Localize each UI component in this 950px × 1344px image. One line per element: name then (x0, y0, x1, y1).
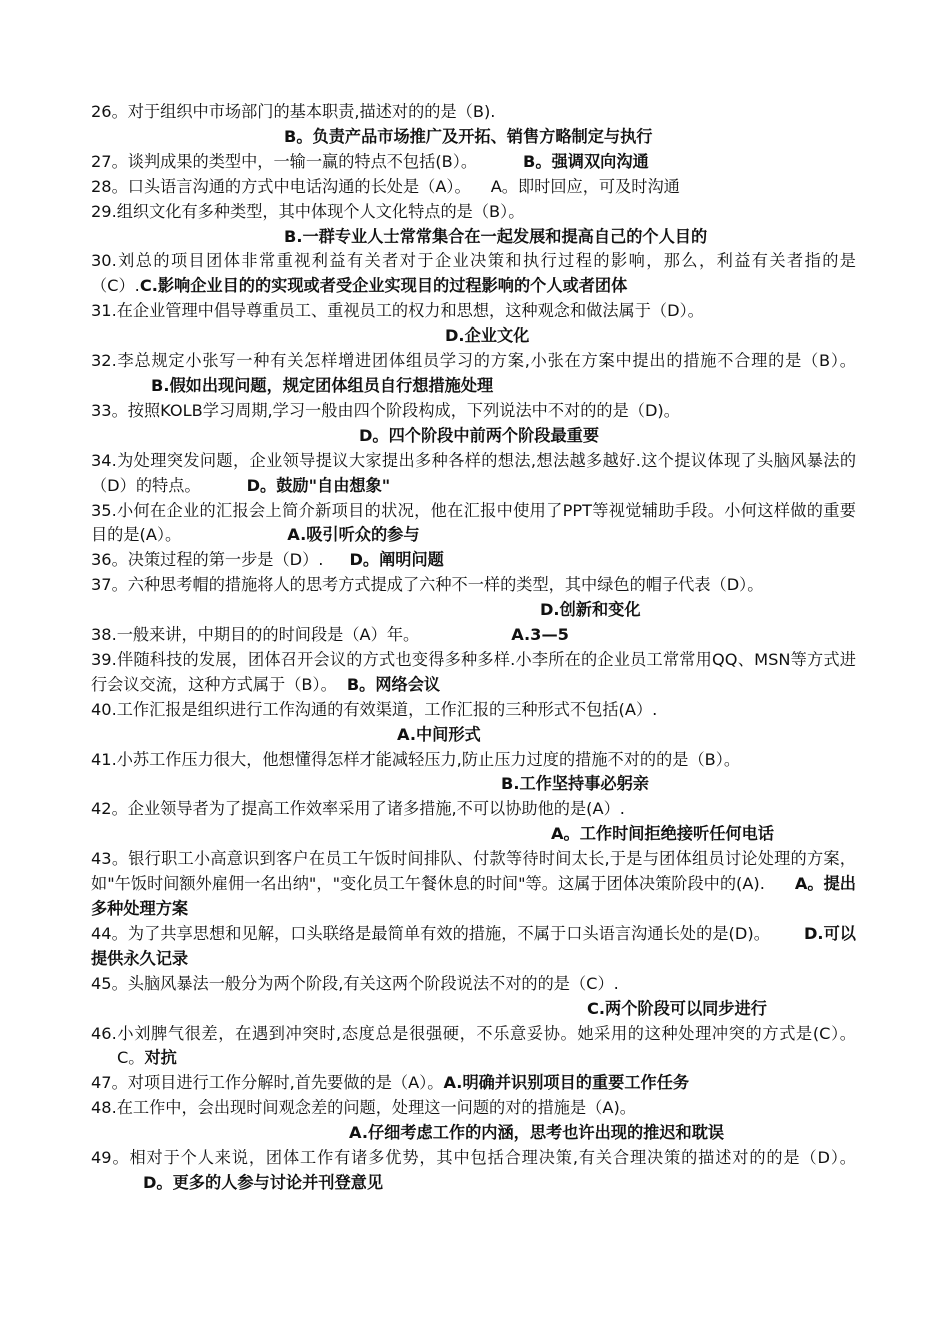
question-35 (91, 499, 856, 549)
answer-36: D。阐明问题 (349, 550, 444, 570)
question-29 (91, 200, 856, 225)
question-31 (91, 299, 856, 324)
question-text: 28。口头语言沟通的方式中电话沟通的长处是（A）。 (91, 176, 471, 196)
question-text: 47。对项目进行工作分解时,首先要做的是（A）。 (91, 1073, 444, 1093)
answer-44: D.可以提供永久记录 (91, 923, 856, 968)
question-text: 37。六种思考帽的措施将人的思考方式提成了六种不一样的类型，其中绿色的帽子代表（D）。 (91, 575, 764, 595)
answer-33: D。四个阶段中前两个阶段最重要 (359, 425, 600, 445)
question-text: 48.在工作中，会出现时间观念差的问题，处理这一问题的对的措施是（A)。 (91, 1098, 636, 1118)
question-text: 34.为处理突发问题，企业领导提议大家提出多种各样的想法,想法越多越好.这个提议体现了头脑风暴法的（D）的特点。 (91, 450, 856, 495)
question-text: 26。对于组织中市场部门的基本职责,描述对的的是（B). (91, 102, 496, 121)
question-text: 33。按照KOLB学习周期,学习一般由四个阶段构成，下列说法中不对的的是（D)。 (91, 400, 680, 420)
answer-30: C.影响企业目的的实现或者受企业实现目的过程影响的个人或者团体 (139, 276, 628, 296)
question-38 (91, 623, 856, 648)
question-text: 39.伴随科技的发展，团体召开会议的方式也变得多种多样.小李所在的企业员工常常用QQ、MSN等方式进行会议交流，这种方式属于（B）。 (91, 649, 856, 694)
question-list (91, 100, 856, 1196)
question-30 (91, 249, 856, 299)
question-43 (91, 847, 856, 922)
question-32 (91, 349, 856, 399)
question-text: 31.在企业管理中倡导尊重员工、重视员工的权力和思想，这种观念和做法属于（D）。 (91, 301, 704, 321)
question-text: 27。谈判成果的类型中，一输一赢的特点不包括(B）。 (91, 151, 478, 171)
question-37 (91, 573, 856, 598)
question-46 (91, 1022, 856, 1072)
answer-26: B。负责产品市场推广及开拓、销售方略制定与执行 (284, 126, 653, 146)
answer-43: A。提出多种处理方案 (91, 874, 856, 918)
question-47 (91, 1071, 856, 1096)
answer-42: A。工作时间拒绝接听任何电话 (551, 824, 774, 844)
question-41 (91, 748, 856, 773)
question-text: 42。企业领导者为了提高工作效率采用了诸多措施,不可以协助他的是(A）. (91, 799, 625, 819)
answer-49: D。更多的人参与讨论并刊登意见 (143, 1172, 384, 1192)
question-text: 38.一般来讲，中期目的的时间段是（A）年。 (91, 625, 420, 645)
question-48 (91, 1096, 856, 1121)
answer-45: C.两个阶段可以同步进行 (587, 998, 767, 1018)
question-text: 44。为了共享思想和见解，口头联络是最简单有效的措施，不属于口头语言沟通长处的是(D)。 (91, 923, 770, 943)
answer-32: B.假如出现问题，规定团体组员自行想措施处理 (151, 375, 494, 395)
question-text: 36。决策过程的第一步是（D）. (91, 550, 324, 570)
question-text: 30.刘总的项目团体非常重视利益有关者对于企业决策和执行过程的影响，那么，利益有关者指的是（C）. (91, 251, 856, 296)
question-text: 49。相对于个人来说，团体工作有诸多优势，其中包括合理决策,有关合理决策的描述对的的是（D）。 (91, 1148, 856, 1168)
answer-39: B。网络会议 (346, 674, 441, 694)
answer-37: D.创新和变化 (540, 600, 641, 620)
answer-27: B。强调双向沟通 (523, 151, 649, 171)
question-44 (91, 922, 856, 972)
question-49 (91, 1146, 856, 1196)
answer-40: A.中间形式 (397, 724, 481, 744)
question-39 (91, 648, 856, 698)
question-33 (91, 399, 856, 424)
question-36 (91, 548, 856, 573)
answer-34: D。鼓励"自由想象" (246, 475, 391, 495)
answer-46: 对抗 (144, 1048, 177, 1068)
answer-35: A.吸引听众的参与 (287, 525, 420, 545)
question-text: 46.小刘脾气很差，在遇到冲突时,态度总是很强硬，不乐意妥协。她采用的这种处理冲突的方式是(C）。 (91, 1023, 856, 1043)
question-26 (91, 100, 856, 125)
answer-38: A.3—5 (511, 625, 569, 645)
question-text: 45。头脑风暴法一般分为两个阶段,有关这两个阶段说法不对的的是（C）. (91, 973, 619, 993)
question-34 (91, 449, 856, 499)
answer-48: A.仔细考虑工作的内涵，思考也许出现的推迟和耽误 (349, 1123, 725, 1143)
answer-28: A。即时回应，可及时沟通 (490, 176, 680, 196)
answer-47: A.明确并识别项目的重要工作任务 (443, 1073, 690, 1093)
question-27 (91, 150, 856, 175)
question-42 (91, 797, 856, 822)
answer-31: D.企业文化 (445, 326, 530, 346)
question-text: 41.小苏工作压力很大，他想懂得怎样才能减轻压力,防止压力过度的措施不对的的是（B）。 (91, 749, 741, 769)
question-text: 32.李总规定小张写一种有关怎样增进团体组员学习的方案,小张在方案中提出的措施不合理的是（B）。 (91, 351, 856, 371)
answer-46-prefix: C。 (117, 1048, 145, 1068)
question-text: 35.小何在企业的汇报会上简介新项目的状况，他在汇报中使用了PPT等视觉辅助手段。小何这样做的重要目的是(A）。 (91, 500, 856, 545)
question-28 (91, 175, 856, 200)
question-40 (91, 698, 856, 723)
question-text: 40.工作汇报是组织进行工作沟通的有效渠道，工作汇报的三种形式不包括(A）. (91, 699, 658, 719)
answer-41: B.工作坚持事必躬亲 (501, 774, 649, 794)
answer-29: B.一群专业人士常常集合在一起发展和提高自己的个人目的 (284, 226, 708, 246)
question-text: 43。银行职工小高意识到客户在员工午饭时间排队、付款等待时间太长,于是与团体组员讨论处理的方案，如"午饭时间额外雇佣一名出纳"，"变化员工午餐休息的时间"等。这属于团体决策阶段中的(A). (91, 849, 856, 894)
question-45 (91, 972, 856, 997)
question-text: 29.组织文化有多种类型，其中体现个人文化特点的是（B）。 (91, 201, 525, 221)
